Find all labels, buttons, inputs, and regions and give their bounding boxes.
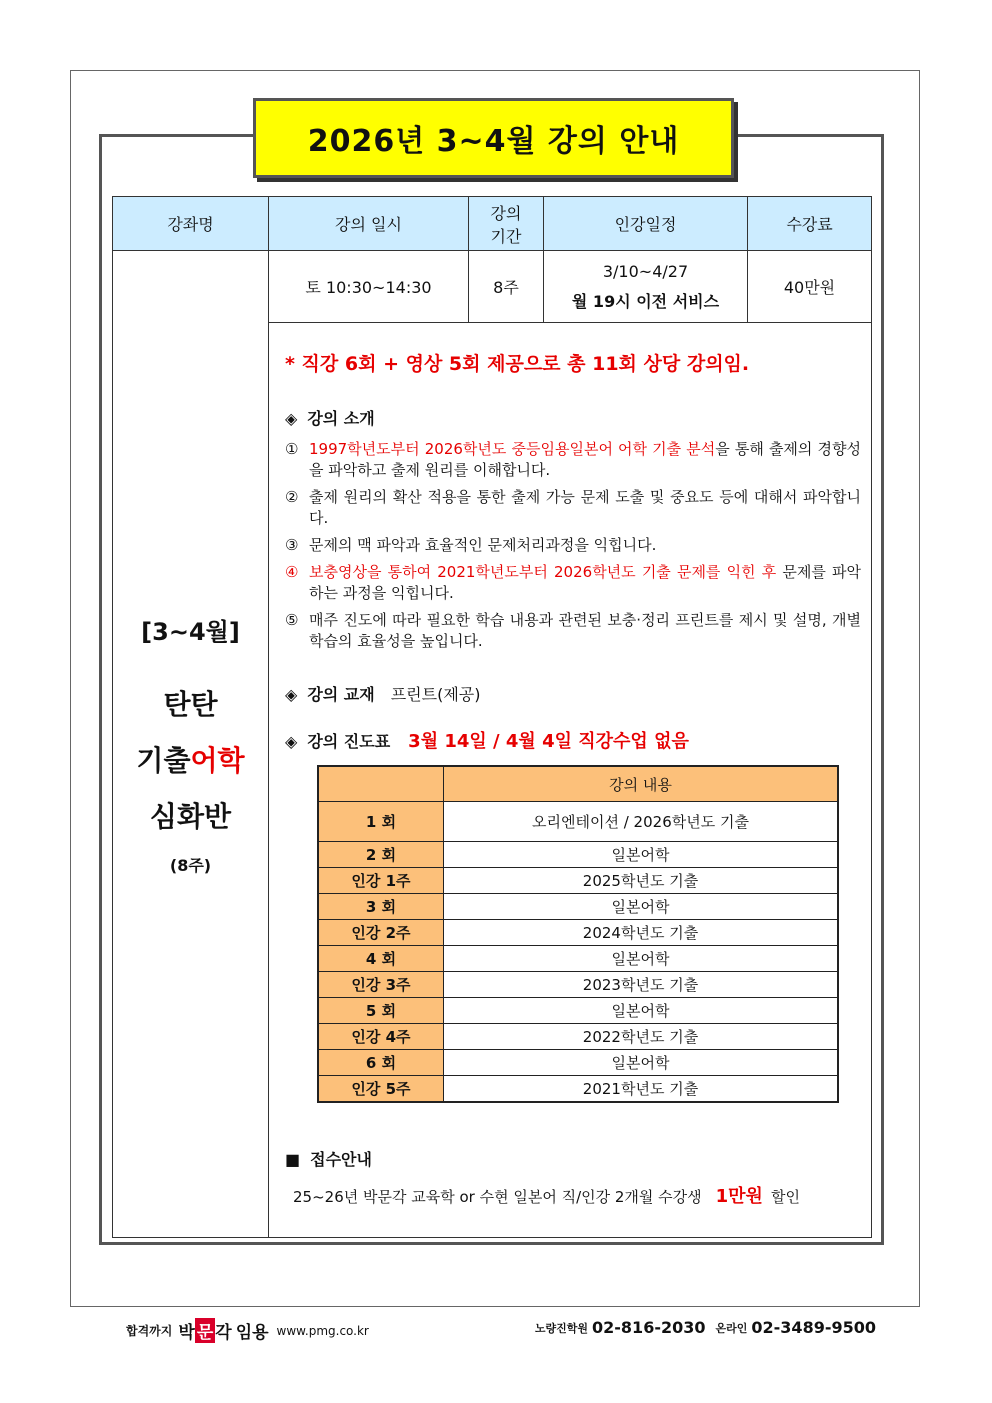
header-course: 강좌명: [113, 197, 269, 251]
list-item: [285, 610, 861, 652]
textbook-heading: [285, 682, 861, 705]
course-name-cell: [113, 251, 269, 1238]
campus-phone: 02-816-2030: [592, 1318, 706, 1337]
header-period: [469, 197, 544, 251]
fee-value: 40만원: [748, 251, 872, 323]
item-text: 출제 원리의 확산 적용을 통한 출제 가능 문제 도출 및 중요도 등에 대해서 파악합니다.: [309, 488, 861, 527]
header-period-line2: 기간: [490, 226, 522, 246]
table-row: [318, 946, 838, 972]
progress-table: [317, 765, 839, 1103]
online-note: 월 19시 이전 서비스: [571, 291, 720, 311]
progress-header-content: 강의 내용: [444, 766, 839, 802]
row-content: 오리엔테이션 / 2026학년도 기출: [444, 802, 839, 842]
item-text: 매주 진도에 따라 필요한 학습 내용과 관련된 보충·정리 프린트를 제시 및 설명, 개별 학습의 효율성을 높입니다.: [309, 611, 861, 650]
course-name-line3: 심화반: [149, 800, 232, 833]
table-row: [318, 842, 838, 868]
footer: [0, 1318, 992, 1342]
diamond-bullet-icon: ◈: [285, 409, 298, 428]
notice-suffix: 할인: [770, 1188, 800, 1206]
course-name-line1: 탄탄: [163, 688, 218, 721]
intro-list: [285, 439, 861, 652]
row-label: 인강 3주: [318, 972, 444, 998]
row-content: 일본어학: [444, 894, 839, 920]
logo-part-d: 임용: [235, 1323, 269, 1343]
item-body: 을 통해 출제의 경향성을 파악하고 출제 원리를 이해합니다.: [309, 440, 861, 479]
header-online: 인강일정: [544, 197, 748, 251]
progress-header-row: [318, 766, 838, 802]
item-text: 문제의 맥 파악과 효율적인 문제처리과정을 익힙니다.: [309, 536, 657, 554]
row-label: 5 회: [318, 998, 444, 1024]
notice-heading: [285, 1147, 861, 1170]
highlight-note: * 직강 6회 + 영상 5회 제공으로 총 11회 상당 강의임.: [285, 353, 750, 375]
textbook-value: 프린트(제공): [390, 685, 481, 704]
table-row: [318, 1024, 838, 1050]
course-name-line2: [113, 733, 268, 789]
item-body: 문제를 파악하는 과정을 익힙니다.: [309, 563, 861, 602]
row-label: 2 회: [318, 842, 444, 868]
item-number: ①: [285, 440, 299, 458]
row-label: 인강 5주: [318, 1076, 444, 1103]
textbook-heading-text: 강의 교재: [307, 685, 375, 704]
row-content: 2021학년도 기출: [444, 1076, 839, 1103]
online-phone: 02-3489-9500: [751, 1318, 876, 1337]
footer-brand: [126, 1318, 369, 1343]
square-bullet-icon: ■: [285, 1150, 301, 1169]
page-title: 2026년 3~4월 강의 안내: [253, 98, 734, 178]
footer-contacts: [525, 1318, 876, 1337]
course-name-part-a: 기출: [136, 744, 191, 777]
item-text: [309, 562, 861, 604]
online-dates: 3/10~4/27: [602, 261, 689, 281]
diamond-bullet-icon: ◈: [285, 732, 298, 751]
progress-header-empty: [318, 766, 444, 802]
item-number: ⑤: [285, 611, 299, 629]
header-period-line1: 강의: [490, 203, 522, 223]
row-label: 인강 2주: [318, 920, 444, 946]
discount-amount: 1만원: [715, 1186, 763, 1207]
item-number: ④: [285, 563, 299, 581]
course-details: [269, 323, 872, 1238]
row-content: 일본어학: [444, 1050, 839, 1076]
row-label: 1 회: [318, 802, 444, 842]
list-item: [285, 535, 861, 556]
diamond-bullet-icon: ◈: [285, 685, 298, 704]
row-label: 4 회: [318, 946, 444, 972]
campus-label: 노량진학원: [534, 1321, 589, 1335]
row-label: 인강 4주: [318, 1024, 444, 1050]
row-content: 2024학년도 기출: [444, 920, 839, 946]
list-item: [285, 487, 861, 529]
notice-heading-text: 접수안내: [310, 1150, 372, 1169]
period-value: 8주: [469, 251, 544, 323]
table-row: [318, 894, 838, 920]
course-term: [3~4월]: [141, 618, 240, 646]
notice-body: 25~26년 박문각 교육학 or 수현 일본어 직/인강 2개월 수강생: [293, 1188, 702, 1206]
table-row: [318, 1076, 838, 1103]
row-content: 일본어학: [444, 998, 839, 1024]
item-red-text: 보충영상을 통하여 2021학년도부터 2026학년도 기출 문제를 익힌 후: [309, 563, 777, 581]
logo-part-b: 문: [195, 1318, 215, 1343]
header-row: [113, 197, 872, 251]
footer-url[interactable]: www.pmg.co.kr: [276, 1323, 369, 1338]
item-red-text: 1997학년도부터 2026학년도 중등임용일본어 어학 기출 분석: [309, 440, 716, 458]
course-name-part-b: 어학: [190, 744, 245, 777]
course-row: [113, 251, 872, 323]
table-row: [318, 802, 838, 842]
table-row: [318, 998, 838, 1024]
online-value: [544, 251, 748, 323]
progress-heading: [285, 727, 861, 753]
row-label: 3 회: [318, 894, 444, 920]
notice-text: [285, 1182, 861, 1208]
table-row: [318, 868, 838, 894]
table-row: [318, 972, 838, 998]
row-content: 2025학년도 기출: [444, 868, 839, 894]
row-content: 2023학년도 기출: [444, 972, 839, 998]
row-content: 일본어학: [444, 842, 839, 868]
item-number: ②: [285, 488, 299, 506]
row-label: 인강 1주: [318, 868, 444, 894]
row-content: 2022학년도 기출: [444, 1024, 839, 1050]
intro-heading: [285, 406, 861, 429]
intro-heading-text: 강의 소개: [307, 409, 375, 428]
footer-tagline: 합격까지: [126, 1324, 173, 1338]
table-row: [318, 920, 838, 946]
row-label: 6 회: [318, 1050, 444, 1076]
header-schedule: 강의 일시: [269, 197, 469, 251]
course-table: [112, 196, 872, 1238]
row-content: 일본어학: [444, 946, 839, 972]
header-fee: 수강료: [748, 197, 872, 251]
logo-part-a: 박: [178, 1323, 195, 1343]
list-item: [285, 562, 861, 604]
progress-note: 3월 14일 / 4월 4일 직강수업 없음: [408, 731, 689, 752]
course-weeks: (8주): [169, 856, 212, 875]
schedule-value: 토 10:30~14:30: [269, 251, 469, 323]
list-item: [285, 439, 861, 481]
progress-heading-text: 강의 진도표: [307, 732, 391, 751]
online-label: 온라인: [715, 1321, 748, 1335]
item-text: [309, 439, 861, 481]
logo-part-c: 각: [215, 1323, 232, 1343]
item-number: ③: [285, 536, 299, 554]
table-row: [318, 1050, 838, 1076]
